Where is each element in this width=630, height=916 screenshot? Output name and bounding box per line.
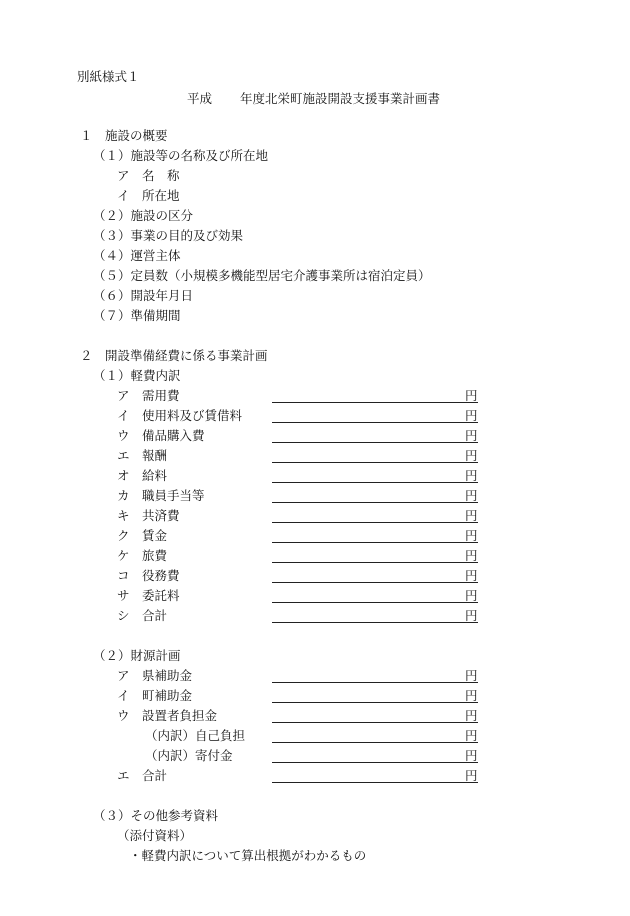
section-1-item: （６）開設年月日 — [93, 288, 194, 303]
funding-label: イ 町補助金 — [117, 688, 193, 703]
funding-label: ウ 設置者負担金 — [117, 708, 218, 723]
yen-unit: 円 — [465, 588, 478, 603]
amount-field-line — [272, 762, 478, 763]
funding-total-label: エ 合計 — [117, 768, 168, 783]
funding-heading: （２）財源計画 — [93, 648, 181, 663]
section-1-item: （４）運営主体 — [93, 248, 181, 263]
amount-field-line — [272, 402, 478, 403]
amount-field-line — [272, 602, 478, 603]
yen-unit: 円 — [465, 608, 478, 623]
amount-field-line — [272, 682, 478, 683]
section-1-item: （７）準備期間 — [93, 308, 181, 323]
amount-field-line — [272, 702, 478, 703]
amount-field-line — [272, 462, 478, 463]
amount-field-line — [272, 542, 478, 543]
yen-unit: 円 — [465, 388, 478, 403]
amount-field-line — [272, 582, 478, 583]
expense-total-label: シ 合計 — [117, 608, 168, 623]
amount-field-line — [272, 502, 478, 503]
section-1-item: （５）定員数（小規模多機能型居宅介護事業所は宿泊定員） — [93, 268, 431, 283]
expense-label: イ 使用料及び賃借料 — [117, 408, 243, 423]
yen-unit: 円 — [465, 668, 478, 683]
expense-label: ア 需用費 — [117, 388, 180, 403]
document-title-era: 平成 — [187, 91, 213, 106]
yen-unit: 円 — [465, 568, 478, 583]
reference-heading: （３）その他参考資料 — [93, 808, 219, 823]
document-title: 年度北栄町施設開設支援事業計画書 — [240, 91, 441, 106]
expense-label: サ 委託料 — [117, 588, 180, 603]
funding-breakdown-label: （内訳）寄付金 — [145, 748, 233, 763]
amount-field-line — [272, 742, 478, 743]
yen-unit: 円 — [465, 708, 478, 723]
amount-field-line — [272, 622, 478, 623]
expense-label: エ 報酬 — [117, 448, 168, 463]
yen-unit: 円 — [465, 688, 478, 703]
yen-unit: 円 — [465, 408, 478, 423]
section-1-subitem: ア 名 称 — [117, 168, 180, 183]
expense-label: コ 役務費 — [117, 568, 180, 583]
amount-field-line — [272, 782, 478, 783]
amount-field-line — [272, 442, 478, 443]
yen-unit: 円 — [465, 468, 478, 483]
amount-field-line — [272, 522, 478, 523]
section-2-heading: ２ 開設準備経費に係る事業計画 — [80, 348, 268, 363]
yen-unit: 円 — [465, 508, 478, 523]
funding-breakdown-label: （内訳）自己負担 — [145, 728, 246, 743]
funding-label: ア 県補助金 — [117, 668, 193, 683]
expense-label: カ 職員手当等 — [117, 488, 205, 503]
section-1-item: （３）事業の目的及び効果 — [93, 228, 244, 243]
yen-unit: 円 — [465, 448, 478, 463]
amount-field-line — [272, 482, 478, 483]
section-1-heading: １ 施設の概要 — [80, 128, 168, 143]
attachment-note: ・軽費内訳について算出根拠がわかるもの — [129, 848, 367, 863]
expenses-heading: （１）軽費内訳 — [93, 368, 181, 383]
section-1-item: （２）施設の区分 — [93, 208, 194, 223]
yen-unit: 円 — [465, 548, 478, 563]
amount-field-line — [272, 722, 478, 723]
yen-unit: 円 — [465, 768, 478, 783]
section-1-subitem: イ 所在地 — [117, 188, 180, 203]
yen-unit: 円 — [465, 748, 478, 763]
expense-label: ウ 備品購入費 — [117, 428, 205, 443]
attachment-heading: （添付資料） — [117, 828, 193, 843]
expense-label: ク 賃金 — [117, 528, 168, 543]
yen-unit: 円 — [465, 428, 478, 443]
yen-unit: 円 — [465, 728, 478, 743]
expense-label: オ 給料 — [117, 468, 168, 483]
section-1-item: （１）施設等の名称及び所在地 — [93, 148, 269, 163]
expense-label: ケ 旅費 — [117, 548, 168, 563]
yen-unit: 円 — [465, 488, 478, 503]
form-number: 別紙様式１ — [77, 69, 140, 84]
expense-label: キ 共済費 — [117, 508, 180, 523]
yen-unit: 円 — [465, 528, 478, 543]
amount-field-line — [272, 562, 478, 563]
amount-field-line — [272, 422, 478, 423]
